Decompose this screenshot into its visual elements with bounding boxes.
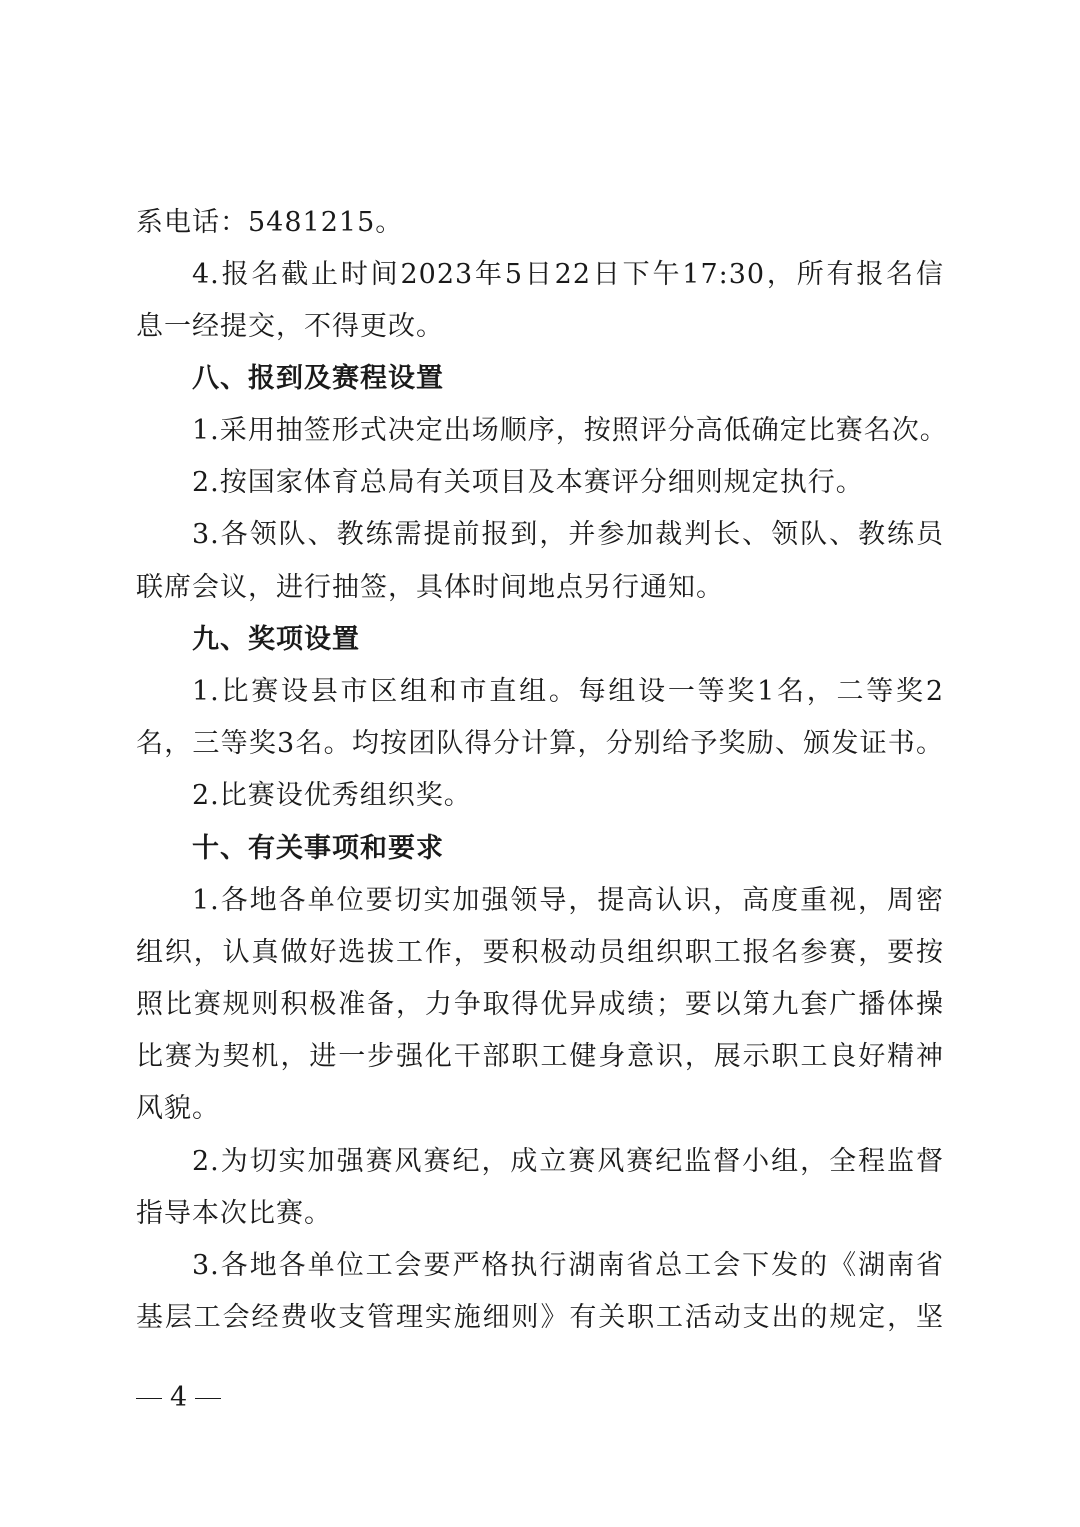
paragraph-line: 1.各地各单位要切实加强领导，提高认识，高度重视，周密 [192,885,944,916]
paragraph-line: 3.各领队、教练需提前报到，并参加裁判长、领队、教练员 [192,519,944,550]
paragraph-line: 比赛为契机，进一步强化干部职工健身意识，展示职工良好精神 [136,1041,944,1072]
page-number: 4 [170,1382,188,1413]
paragraph-line: 组织，认真做好选拔工作，要积极动员组织职工报名参赛，要按 [136,937,944,968]
paragraph-line: 基层工会经费收支管理实施细则》有关职工活动支出的规定，坚 [136,1302,944,1333]
dash-left [136,1398,162,1399]
paragraph-line: 1.比赛设县市区组和市直组。每组设一等奖1名，二等奖2 [192,676,944,707]
paragraph-line: 1.采用抽签形式决定出场顺序，按照评分高低确定比赛名次。 [192,415,948,446]
paragraph-line: 风貌。 [136,1093,220,1124]
paragraph-line: 息一经提交，不得更改。 [136,311,444,342]
paragraph-line: 系电话：5481215。 [136,207,404,238]
dash-right [195,1398,221,1399]
paragraph-line: 4.报名截止时间2023年5日22日下午17:30，所有报名信 [192,259,944,290]
paragraph-line: 2.按国家体育总局有关项目及本赛评分细则规定执行。 [192,467,864,498]
paragraph-line: 2.比赛设优秀组织奖。 [192,780,472,811]
paragraph-line: 2.为切实加强赛风赛纪，成立赛风赛纪监督小组，全程监督 [192,1146,944,1177]
paragraph-line: 照比赛规则积极准备，力争取得优异成绩；要以第九套广播体操 [136,989,944,1020]
paragraph-line: 3.各地各单位工会要严格执行湖南省总工会下发的《湖南省 [192,1250,944,1281]
page-number-footer [136,1378,236,1418]
paragraph-line: 名，三等奖3名。均按团队得分计算，分别给予奖励、颁发证书。 [136,728,944,759]
paragraph-line: 联席会议，进行抽签，具体时间地点另行通知。 [136,572,724,603]
section-heading: 八、报到及赛程设置 [192,363,444,394]
section-heading: 九、奖项设置 [192,624,360,655]
paragraph-line: 指导本次比赛。 [136,1198,332,1229]
section-heading: 十、有关事项和要求 [192,833,444,864]
